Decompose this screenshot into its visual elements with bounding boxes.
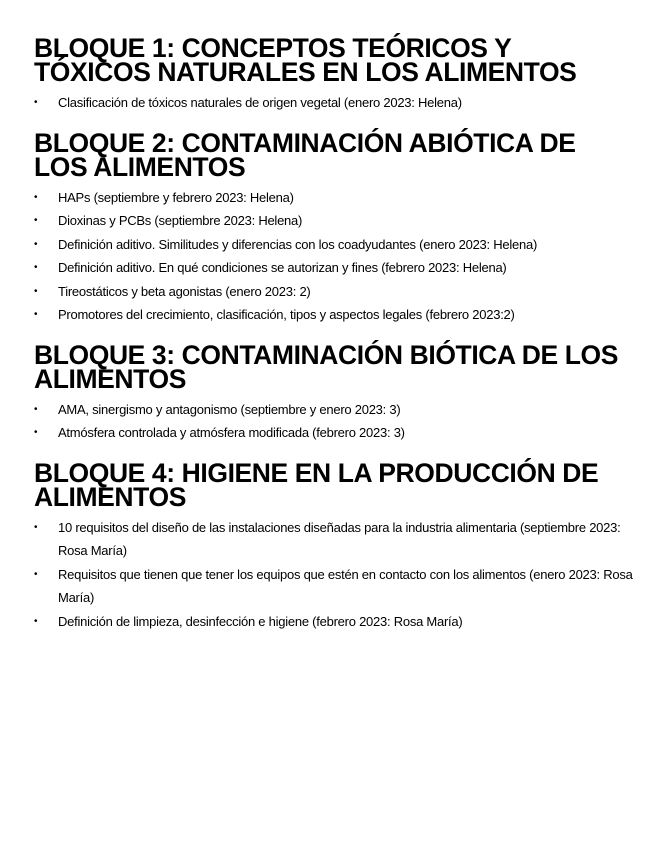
- list-item: [34, 209, 634, 233]
- section-heading: BLOQUE 2: CONTAMINACIÓN ABIÓTICA DE LOS ALIMENTOS: [34, 127, 576, 182]
- section-bloque-3: [34, 339, 634, 445]
- list-item-text: HAPs (septiembre y febrero 2023: Helena): [58, 189, 294, 205]
- bullet-list: [34, 91, 634, 115]
- bullet-list: [34, 186, 634, 327]
- list-item-text: Requisitos que tienen que tener los equipos que estén en contacto con los alimentos (enero 2023: Rosa María): [58, 566, 633, 605]
- list-item: [34, 398, 634, 422]
- list-item: [34, 91, 634, 115]
- document-page: [34, 33, 634, 633]
- bullet-icon: •: [34, 215, 38, 226]
- bullet-icon: •: [34, 97, 38, 108]
- bullet-icon: •: [34, 403, 38, 415]
- list-item: [34, 610, 634, 634]
- section-bloque-2: [34, 127, 634, 327]
- list-item: [34, 280, 634, 304]
- list-item-text: 10 requisitos del diseño de las instalaciones diseñadas para la industria alimentaria (septiembre 2023: Rosa María): [58, 519, 621, 558]
- list-item-text: Tireostáticos y beta agonistas (enero 2023: 2): [58, 283, 311, 299]
- section-heading: BLOQUE 3: CONTAMINACIÓN BIÓTICA DE LOS ALIMENTOS: [34, 339, 618, 394]
- list-item-text: AMA, sinergismo y antagonismo (septiembre y enero 2023: 3): [58, 401, 401, 417]
- bullet-list: [34, 398, 634, 445]
- list-item-text: Promotores del crecimiento, clasificación, tipos y aspectos legales (febrero 2023:2): [58, 307, 515, 322]
- list-item-text: Clasificación de tóxicos naturales de origen vegetal (enero 2023: Helena): [58, 95, 462, 110]
- list-item-text: Definición de limpieza, desinfección e higiene (febrero 2023: Rosa María): [58, 613, 463, 629]
- list-item-text: Definición aditivo. En qué condiciones se autorizan y fines (febrero 2023: Helena): [58, 260, 507, 275]
- list-item: [34, 233, 634, 257]
- bullet-icon: •: [34, 238, 38, 250]
- list-item-text: Dioxinas y PCBs (septiembre 2023: Helena): [58, 213, 303, 228]
- bullet-icon: •: [34, 285, 38, 297]
- bullet-icon: •: [34, 309, 38, 320]
- bullet-icon: •: [34, 191, 38, 203]
- list-item: [34, 186, 634, 210]
- section-bloque-4: [34, 457, 634, 634]
- list-item: [34, 516, 634, 563]
- list-item-text: Definición aditivo. Similitudes y diferencias con los coadyudantes (enero 2023: Helena): [58, 236, 538, 252]
- list-item: [34, 256, 634, 280]
- section-heading: BLOQUE 1: CONCEPTOS TEÓRICOS Y TÓXICOS NATURALES EN LOS ALIMENTOS: [34, 33, 577, 87]
- list-item: [34, 303, 634, 327]
- section-heading: BLOQUE 4: HIGIENE EN LA PRODUCCIÓN DE ALIMENTOS: [34, 457, 599, 512]
- section-bloque-1: [34, 33, 634, 115]
- bullet-icon: •: [34, 427, 38, 438]
- bullet-list: [34, 516, 634, 634]
- bullet-icon: •: [34, 568, 38, 580]
- list-item-text: Atmósfera controlada y atmósfera modificada (febrero 2023: 3): [58, 425, 405, 440]
- bullet-icon: •: [34, 262, 38, 273]
- list-item: [34, 421, 634, 445]
- list-item: [34, 563, 634, 610]
- bullet-icon: •: [34, 615, 38, 627]
- bullet-icon: •: [34, 521, 38, 533]
